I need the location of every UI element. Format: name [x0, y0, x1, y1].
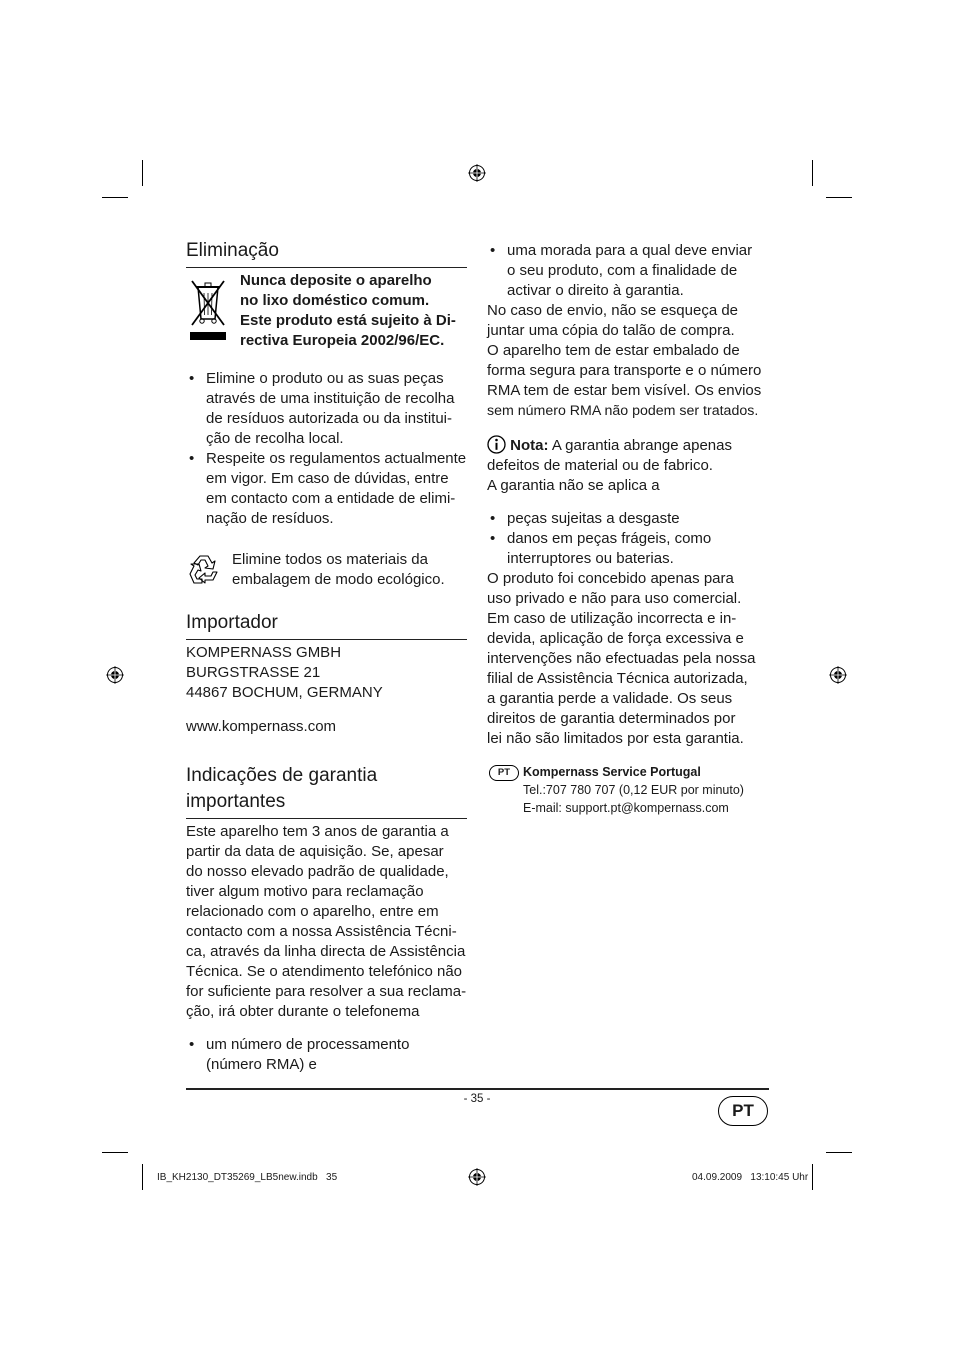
disposal-title: Eliminação [186, 240, 279, 261]
text-line: uso privado e não para uso comercial. [487, 590, 742, 607]
page-number: - 35 - [463, 1093, 491, 1105]
text-line: activar o direito à garantia. [507, 282, 684, 299]
text-line: ção, irá obter durante o telefonema [186, 1003, 420, 1020]
text-line: importantes [186, 791, 286, 812]
text-line: lei não são limitados por esta garantia. [487, 730, 744, 747]
text-line: Em caso de utilização incorrecta e in- [487, 610, 737, 627]
service-phone: Tel.:707 780 707 (0,12 EUR por minuto) [523, 783, 744, 797]
crop-mark [826, 1152, 852, 1153]
text-line: A garantia não se aplica a [487, 477, 660, 494]
print-timestamp: 04.09.2009 13:10:45 Uhr [692, 1172, 809, 1183]
list-item [186, 369, 467, 449]
text-line: • um número de processamento [206, 1036, 410, 1053]
registration-mark-icon [829, 666, 847, 684]
section-rule [186, 267, 467, 268]
text-line: Técnica. Se o atendimento telefónico não [186, 963, 463, 980]
country-badge: PT [489, 765, 519, 781]
text-line: juntar uma cópia do talão de compra. [487, 322, 735, 339]
text-line: ca, através da linha directa de Assistência [186, 943, 466, 960]
print-file-info: IB_KH2130_DT35269_LB5new.indb 35 [157, 1172, 338, 1183]
list-item [186, 1035, 467, 1075]
text-line: em vigor. Em caso de dúvidas, entre [206, 470, 449, 487]
registration-mark-icon [106, 666, 124, 684]
service-name: Kompernass Service Portugal [523, 765, 701, 779]
importer-website: www.kompernass.com [186, 718, 337, 735]
note-first-line [487, 435, 769, 456]
text-line: sem número RMA não podem ser tratados. [487, 403, 759, 419]
text-line: • peças sujeitas a desgaste [507, 510, 680, 527]
text-line: relacionado com o aparelho, entre em [186, 903, 439, 920]
importer-address [186, 643, 467, 703]
crop-mark [812, 160, 813, 186]
text-line: no lixo doméstico comum. [240, 292, 430, 309]
text-line: KOMPERNASS GMBH [186, 644, 342, 661]
text-line: a garantia perde a validade. Os seus [487, 690, 733, 707]
list-item [487, 241, 769, 301]
text-line: filial de Assistência Técnica autorizada, [487, 670, 748, 687]
recycle-text [232, 550, 468, 590]
text-line: devida, aplicação de força excessiva e [487, 630, 744, 647]
text-line: (número RMA) e [206, 1056, 317, 1073]
crop-mark [142, 160, 143, 186]
service-contact [487, 763, 769, 819]
note-label: Nota: [510, 437, 549, 454]
service-email: E-mail: support.pt@kompernass.com [523, 801, 729, 815]
list-item [487, 509, 769, 529]
crop-mark [102, 197, 128, 198]
text-line: através de uma instituição de recolha [206, 390, 455, 407]
shipping-paragraph [487, 301, 769, 421]
importer-title: Importador [186, 612, 278, 633]
text-line: direitos de garantia determinados por [487, 710, 736, 727]
crop-mark [826, 197, 852, 198]
disposal-bullets [186, 369, 467, 529]
weee-bin-icon [188, 277, 228, 343]
recycle-icon [186, 552, 222, 588]
text-line: 44867 BOCHUM, GERMANY [186, 684, 383, 701]
text-line: Indicações de garantia [186, 765, 378, 786]
text-line: intervenções não efectuadas pela nossa [487, 650, 756, 667]
text-line: defeitos de material ou de fabrico. [487, 457, 713, 474]
text-line: tiver algum motivo para reclamação [186, 883, 424, 900]
text-line: interruptores ou baterias. [507, 550, 674, 567]
text-line: A garantia abrange apenas [548, 437, 732, 454]
registration-mark-icon [468, 164, 486, 182]
text-line: BURGSTRASSE 21 [186, 664, 321, 681]
text-line: Elimine todos os materiais da [232, 551, 428, 568]
recycle-block [186, 548, 467, 592]
section-rule [186, 818, 467, 819]
list-item [186, 449, 467, 529]
private-use-paragraph [487, 569, 769, 749]
text-line: O aparelho tem de estar embalado de [487, 342, 740, 359]
text-line: • Elimine o produto ou as suas peças [206, 370, 444, 387]
text-line: ção de recolha local. [206, 430, 344, 447]
crop-mark [142, 1164, 143, 1190]
text-line: Este produto está sujeito à Di- [240, 312, 456, 329]
text-line: • Respeite os regulamentos actualmente [206, 450, 467, 467]
warranty-title [186, 763, 467, 815]
text-line: o seu produto, com a finalidade de [507, 262, 738, 279]
text-line: • danos em peças frágeis, como [507, 530, 712, 547]
list-item [487, 529, 769, 569]
footer-rule [186, 1088, 769, 1090]
text-line: rectiva Europeia 2002/96/EC. [240, 332, 445, 349]
warranty-body [186, 822, 467, 1022]
crop-mark [102, 1152, 128, 1153]
section-rule [186, 639, 467, 640]
text-line: for suficiente para resolver a sua reclama- [186, 983, 467, 1000]
text-line: de resíduos autorizada ou da institui- [206, 410, 452, 427]
text-line: Este aparelho tem 3 anos de garantia a [186, 823, 449, 840]
text-line: RMA tem de estar bem visível. Os envios [487, 382, 762, 399]
text-line: • uma morada para a qual deve enviar [507, 242, 753, 259]
text-line: nação de resíduos. [206, 510, 334, 527]
note-paragraph [487, 435, 769, 496]
text-line: em contacto com a entidade de elimi- [206, 490, 456, 507]
text-line: do nosso elevado padrão de qualidade, [186, 863, 449, 880]
disposal-warning-block [186, 271, 467, 355]
disposal-warning-text [240, 271, 468, 351]
right-column [487, 241, 769, 819]
text-line: Nunca deposite o aparelho [240, 272, 432, 289]
exclusions-list [487, 509, 769, 569]
info-icon [487, 435, 506, 454]
left-column [186, 238, 467, 1075]
text-line: O produto foi concebido apenas para [487, 570, 734, 587]
crop-mark [812, 1164, 813, 1190]
text-line: partir da data de aquisição. Se, apesar [186, 843, 444, 860]
registration-mark-icon [468, 1168, 486, 1186]
text-line: forma segura para transporte e o número [487, 362, 762, 379]
text-line: embalagem de modo ecológico. [232, 571, 445, 588]
language-badge: PT [718, 1096, 768, 1126]
text-line: No caso de envio, não se esqueça de [487, 302, 739, 319]
text-line: contacto com a nossa Assistência Técni- [186, 923, 457, 940]
